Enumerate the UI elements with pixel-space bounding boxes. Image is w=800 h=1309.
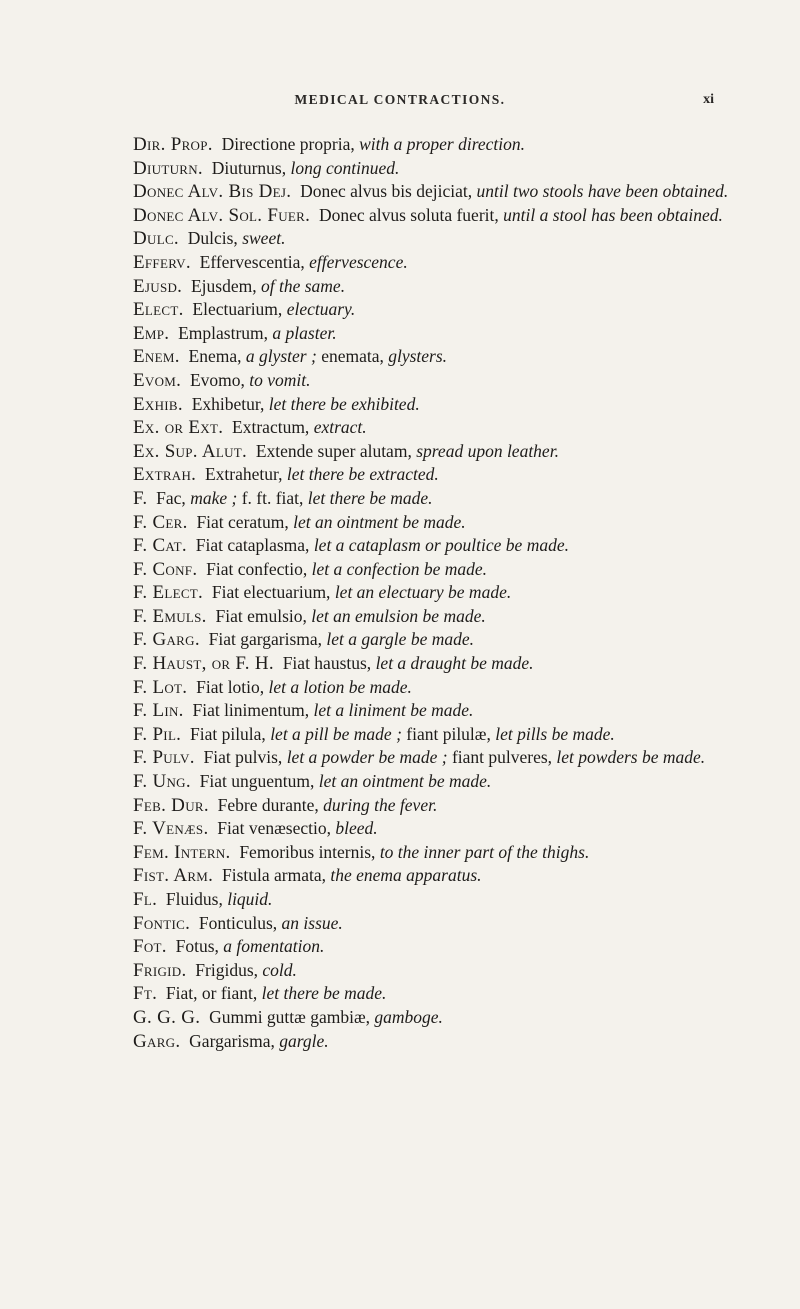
entry-translation: spread upon leather. bbox=[416, 440, 559, 461]
entry-translation: let a confection be made. bbox=[311, 558, 488, 579]
entry-latin: Enema, bbox=[188, 346, 242, 367]
entry-abbreviation: Diuturn. bbox=[133, 157, 203, 179]
entry-abbreviation: F. Cat. bbox=[133, 535, 187, 557]
entry-translation: of the same. bbox=[260, 275, 346, 296]
entry-latin: Frigidus, bbox=[195, 959, 259, 980]
abbreviation-entry bbox=[133, 393, 759, 417]
abbreviation-entry bbox=[133, 581, 759, 605]
entry-latin: Fiat emulsio, bbox=[215, 605, 307, 626]
entry-translation: during the fever. bbox=[323, 794, 438, 815]
abbreviation-entry bbox=[133, 369, 759, 393]
abbreviation-entry bbox=[133, 912, 759, 936]
entry-translation: let a liniment be made. bbox=[313, 700, 474, 721]
entry-latin: Fonticulus, bbox=[198, 912, 278, 933]
entry-abbreviation: Donec Alv. Bis Dej. bbox=[133, 181, 292, 203]
page-number: xi bbox=[703, 92, 714, 107]
entry-latin: Ejusdem, bbox=[190, 275, 257, 296]
page-header bbox=[0, 92, 800, 116]
entry-abbreviation: F. Pil. bbox=[133, 723, 182, 745]
abbreviation-list bbox=[0, 133, 800, 1053]
entry-abbreviation: Feb. Dur. bbox=[133, 794, 209, 816]
entry-abbreviation: F. Venæs. bbox=[133, 818, 209, 840]
abbreviation-entry bbox=[133, 345, 759, 369]
entry-latin: Fiat electuarium, bbox=[211, 582, 331, 603]
entry-translation: let there be made. bbox=[261, 983, 387, 1004]
entry-translation: gargle. bbox=[279, 1030, 329, 1051]
entry-latin: Emplastrum, bbox=[178, 322, 269, 343]
entry-abbreviation: Donec Alv. Sol. Fuer. bbox=[133, 204, 311, 226]
entry-abbreviation: F. bbox=[133, 487, 148, 509]
entry-abbreviation: Evom. bbox=[133, 369, 182, 391]
entry-abbreviation: F. Conf. bbox=[133, 558, 198, 580]
entry-translation: let a lotion be made. bbox=[268, 676, 412, 697]
entry-translation-plural: glysters. bbox=[388, 346, 448, 367]
entry-latin: Evomo, bbox=[189, 369, 245, 390]
entry-latin: Donec alvus bis dejiciat, bbox=[300, 181, 473, 202]
entry-translation: let a draught be made. bbox=[375, 653, 534, 674]
entry-latin: Diuturnus, bbox=[211, 157, 287, 178]
entry-latin: Fiat ceratum, bbox=[196, 511, 289, 532]
entry-translation: sweet. bbox=[242, 228, 286, 249]
entry-translation: to the inner part of the thighs. bbox=[379, 841, 590, 862]
entry-latin: Directione propria, bbox=[221, 134, 355, 154]
entry-latin: Exhibetur, bbox=[191, 393, 265, 414]
entry-abbreviation: Fot. bbox=[133, 936, 167, 958]
abbreviation-entry bbox=[133, 133, 759, 157]
entry-translation: let a cataplasm or poultice be made. bbox=[313, 535, 569, 556]
abbreviation-entry bbox=[133, 558, 759, 582]
entry-abbreviation: Enem. bbox=[133, 346, 180, 368]
entry-abbreviation: F. Lin. bbox=[133, 700, 184, 722]
entry-translation: to vomit. bbox=[249, 369, 311, 390]
entry-abbreviation: Fem. Intern. bbox=[133, 841, 231, 863]
abbreviation-entry bbox=[133, 605, 759, 629]
entry-latin: Extrahetur, bbox=[204, 464, 283, 485]
entry-latin: Febre durante, bbox=[217, 794, 319, 815]
entry-translation: long continued. bbox=[290, 157, 400, 178]
abbreviation-entry bbox=[133, 770, 759, 794]
entry-abbreviation: Exhib. bbox=[133, 393, 183, 415]
entry-abbreviation: Ex. or Ext. bbox=[133, 417, 224, 439]
abbreviation-entry bbox=[133, 959, 759, 983]
entry-latin: Fiat linimentum, bbox=[192, 700, 310, 721]
entry-translation: extract. bbox=[313, 417, 367, 438]
entry-translation: make ; bbox=[190, 487, 238, 508]
entry-translation: until two stools have been obtained. bbox=[476, 181, 729, 202]
entry-abbreviation: F. Lot. bbox=[133, 676, 188, 698]
entry-translation-plural: let powders be made. bbox=[556, 747, 706, 768]
entry-latin: Effervescentia, bbox=[199, 251, 305, 272]
entry-translation: an issue. bbox=[281, 912, 343, 933]
entry-abbreviation: F. Haust, or F. H. bbox=[133, 653, 274, 675]
entry-latin: Fiat lotio, bbox=[196, 676, 265, 697]
entry-translation: a plaster. bbox=[272, 322, 337, 343]
entry-translation: bleed. bbox=[335, 818, 378, 839]
entry-abbreviation: F. Emuls. bbox=[133, 605, 207, 627]
abbreviation-entry bbox=[133, 1030, 759, 1054]
entry-abbreviation: Elect. bbox=[133, 299, 184, 321]
abbreviation-entry bbox=[133, 676, 759, 700]
abbreviation-entry bbox=[133, 699, 759, 723]
entry-translation: effervescence. bbox=[309, 251, 408, 272]
abbreviation-entry bbox=[133, 534, 759, 558]
abbreviation-entry bbox=[133, 864, 759, 888]
entry-latin: Fluidus, bbox=[165, 889, 223, 909]
entry-abbreviation: F. Garg. bbox=[133, 629, 200, 651]
entry-abbreviation: Fist. Arm. bbox=[133, 865, 214, 887]
running-head: MEDICAL CONTRACTIONS. bbox=[294, 92, 506, 107]
abbreviation-entry bbox=[133, 322, 759, 346]
abbreviation-entry bbox=[133, 487, 759, 511]
abbreviation-entry bbox=[133, 511, 759, 535]
entry-abbreviation: F. Ung. bbox=[133, 771, 191, 793]
entry-translation-plural: let pills be made. bbox=[495, 723, 615, 744]
entry-abbreviation: G. G. G. bbox=[133, 1006, 201, 1028]
entry-latin: Femoribus internis, bbox=[239, 841, 376, 862]
abbreviation-entry bbox=[133, 251, 759, 275]
entry-abbreviation: Frigid. bbox=[133, 959, 187, 981]
entry-translation: let an emulsion be made. bbox=[311, 605, 486, 626]
entry-latin: Gargarisma, bbox=[189, 1030, 275, 1051]
entry-latin: Fiat gargarisma, bbox=[208, 629, 323, 650]
entry-translation-plural: let there be made. bbox=[307, 487, 433, 508]
entry-translation: liquid. bbox=[227, 889, 273, 909]
entry-latin-plural: enemata, bbox=[321, 346, 384, 367]
entry-abbreviation: Ft. bbox=[133, 983, 158, 1005]
entry-latin: Fiat cataplasma, bbox=[195, 535, 310, 556]
entry-translation: let an electuary be made. bbox=[334, 582, 512, 603]
entry-latin: Electuarium, bbox=[192, 299, 283, 320]
entry-latin: Fiat pulvis, bbox=[203, 747, 283, 768]
entry-latin: Dulcis, bbox=[187, 228, 238, 249]
entry-latin-plural: fiant pulveres, bbox=[451, 747, 553, 768]
abbreviation-entry bbox=[133, 1006, 759, 1030]
entry-translation: let an ointment be made. bbox=[293, 511, 466, 532]
abbreviation-entry bbox=[133, 841, 759, 865]
entry-latin: Fiat, or fiant, bbox=[165, 983, 258, 1004]
entry-latin: Gummi guttæ gambiæ, bbox=[209, 1006, 370, 1027]
entry-latin-plural: f. ft. fiat, bbox=[241, 487, 304, 508]
entry-translation: let a gargle be made. bbox=[326, 629, 474, 650]
abbreviation-entry bbox=[133, 628, 759, 652]
abbreviation-entry bbox=[133, 180, 759, 204]
abbreviation-entry bbox=[133, 888, 759, 912]
abbreviation-entry bbox=[133, 298, 759, 322]
abbreviation-entry bbox=[133, 794, 759, 818]
entry-latin-plural: fiant pilulæ, bbox=[406, 723, 491, 744]
entry-abbreviation: F. Pulv. bbox=[133, 747, 195, 769]
entry-latin: Fiat pilula, bbox=[189, 723, 266, 744]
entry-latin: Donec alvus soluta fuerit, bbox=[318, 204, 499, 225]
entry-latin: Fiat venæsectio, bbox=[217, 818, 331, 839]
entry-translation: until a stool has been obtained. bbox=[503, 204, 723, 225]
entry-abbreviation: F. Elect. bbox=[133, 582, 204, 604]
entry-latin: Extractum, bbox=[232, 417, 310, 438]
entry-latin: Fistula armata, bbox=[221, 865, 326, 886]
entry-abbreviation: Emp. bbox=[133, 322, 170, 344]
entry-latin: Fotus, bbox=[175, 936, 219, 957]
entry-latin: Fiat haustus, bbox=[282, 653, 372, 674]
entry-abbreviation: Extrah. bbox=[133, 464, 197, 486]
abbreviation-entry bbox=[133, 416, 759, 440]
abbreviation-entry bbox=[133, 746, 759, 770]
entry-translation: let there be exhibited. bbox=[268, 393, 420, 414]
abbreviation-entry bbox=[133, 463, 759, 487]
entry-abbreviation: Ejusd. bbox=[133, 275, 183, 297]
entry-latin: Fiat unguentum, bbox=[199, 771, 315, 792]
entry-abbreviation: Fl. bbox=[133, 889, 158, 910]
abbreviation-entry bbox=[133, 157, 759, 181]
abbreviation-entry bbox=[133, 204, 759, 228]
entry-translation: let a pill be made ; bbox=[270, 723, 402, 744]
entry-translation: cold. bbox=[262, 959, 297, 980]
entry-translation: let a powder be made ; bbox=[286, 747, 448, 768]
entry-abbreviation: Ex. Sup. Alut. bbox=[133, 440, 248, 462]
entry-abbreviation: F. Cer. bbox=[133, 511, 188, 533]
entry-latin: Fiat confectio, bbox=[206, 558, 308, 579]
abbreviation-entry bbox=[133, 227, 759, 251]
abbreviation-entry bbox=[133, 982, 759, 1006]
abbreviation-entry bbox=[133, 935, 759, 959]
abbreviation-entry bbox=[133, 817, 759, 841]
entry-translation: the enema apparatus. bbox=[330, 865, 482, 886]
abbreviation-entry bbox=[133, 440, 759, 464]
entry-abbreviation: Garg. bbox=[133, 1030, 181, 1052]
abbreviation-entry bbox=[133, 723, 759, 747]
entry-translation: a glyster ; bbox=[245, 346, 317, 367]
entry-translation: let there be extracted. bbox=[286, 464, 439, 485]
entry-abbreviation: Dir. Prop. bbox=[133, 134, 213, 155]
abbreviation-entry bbox=[133, 652, 759, 676]
entry-abbreviation: Dulc. bbox=[133, 228, 179, 250]
entry-latin: Extende super alutam, bbox=[255, 440, 412, 461]
entry-translation: with a proper direction. bbox=[359, 134, 526, 154]
entry-translation: let an ointment be made. bbox=[318, 771, 492, 792]
entry-abbreviation: Fontic. bbox=[133, 912, 191, 934]
entry-latin: Fac, bbox=[156, 487, 186, 508]
abbreviation-entry bbox=[133, 275, 759, 299]
entry-abbreviation: Efferv. bbox=[133, 251, 191, 273]
entry-translation: gamboge. bbox=[374, 1006, 443, 1027]
entry-translation: electuary. bbox=[286, 299, 356, 320]
entry-translation: a fomentation. bbox=[223, 936, 325, 957]
